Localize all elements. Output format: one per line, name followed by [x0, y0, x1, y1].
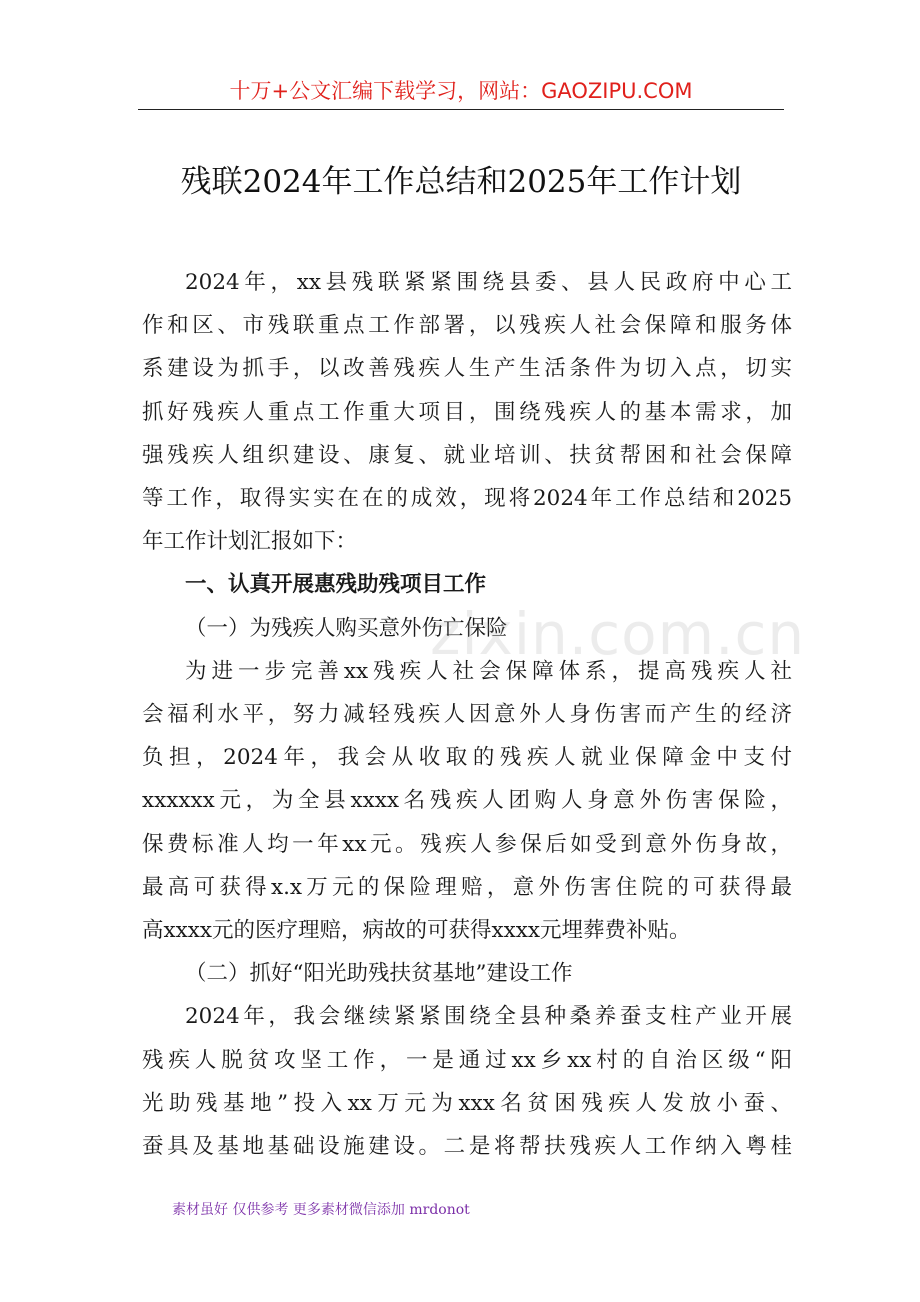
text-line: 2024年，xx县残联紧紧围绕县委、县人民政府中心工 — [185, 270, 792, 295]
watermark-text: zixin.com.cn — [430, 600, 806, 668]
subsection-2-paragraph — [142, 995, 792, 1168]
text-line: 作和区、市残联重点工作部署，以残疾人社会保障和服务体 — [142, 313, 792, 339]
text-line: 负担，2024年，我会从收取的残疾人就业保障金中支付 — [142, 745, 792, 771]
text-line: 系建设为抓手，以改善残疾人生产生活条件为切入点，切实 — [142, 356, 792, 382]
text-line: 为进一步完善xx残疾人社会保障体系，提高残疾人社 — [185, 658, 792, 684]
site-banner: 十万+公文汇编下载学习，网站：GAOZIPU.COM — [229, 79, 693, 103]
document-body — [142, 261, 792, 1168]
text-line: 年工作计划汇报如下： — [142, 529, 358, 555]
subsection-heading-1: （一）为残疾人购买意外伤亡保险 — [185, 615, 508, 641]
text-line: 残疾人脱贫攻坚工作，一是通过xx乡xx村的自治区级“阳 — [142, 1047, 792, 1073]
subsection-1-paragraph — [142, 650, 792, 952]
text-line: 会福利水平，努力减轻残疾人因意外人身伤害而产生的经济 — [142, 702, 792, 728]
text-line: xxxxxx元，为全县xxxx名残疾人团购人身意外伤害保险， — [142, 788, 792, 814]
header-divider — [138, 109, 784, 110]
text-line: 最高可获得x.x万元的保险理赔，意外伤害住院的可获得最 — [142, 874, 792, 900]
text-line: 等工作，取得实实在在的成效，现将2024年工作总结和2025 — [142, 486, 792, 512]
text-line: 蚕具及基地基础设施建设。二是将帮扶残疾人工作纳入粤桂 — [142, 1134, 792, 1160]
footer-note: 素材虽好 仅供参考 更多素材微信添加 mrdonot — [172, 1202, 470, 1218]
text-line: 保费标准人均一年xx元。残疾人参保后如受到意外伤身故， — [142, 831, 792, 857]
text-line: 光助残基地”投入xx万元为xxx名贫困残疾人发放小蚕、 — [142, 1090, 792, 1116]
subsection-heading-2: （二）抓好“阳光助残扶贫基地”建设工作 — [185, 961, 573, 987]
text-line: 强残疾人组织建设、康复、就业培训、扶贫帮困和社会保障 — [142, 442, 792, 468]
text-line: 抓好残疾人重点工作重大项目，围绕残疾人的基本需求，加 — [142, 399, 792, 425]
section-heading-1: 一、认真开展惠残助残项目工作 — [185, 572, 487, 598]
document-title: 残联2024年工作总结和2025年工作计划 — [180, 164, 742, 200]
intro-paragraph — [142, 261, 792, 563]
text-line: 2024年，我会继续紧紧围绕全县种桑养蚕支柱产业开展 — [185, 1004, 792, 1030]
text-line: 高xxxx元的医疗理赔，病故的可获得xxxx元埋葬费补贴。 — [142, 918, 691, 944]
